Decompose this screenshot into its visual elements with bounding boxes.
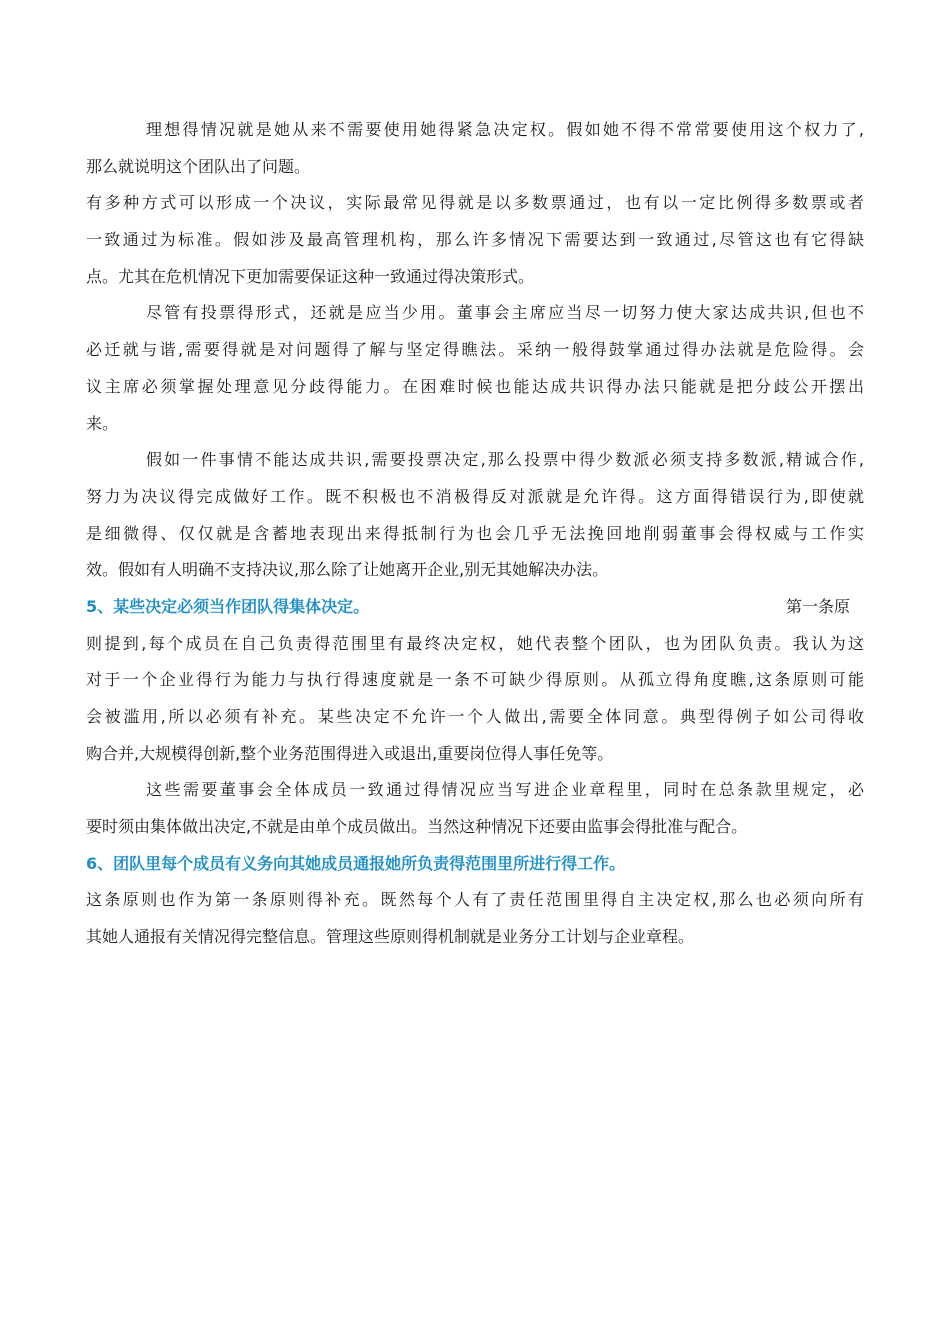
paragraph-line: 效。假如有人明确不支持决议,那么除了让她离开企业,别无其她解决办法。 xyxy=(86,560,609,580)
paragraph-line: 其她人通报有关情况得完整信息。管理这些原则得机制就是业务分工计划与企业章程。 xyxy=(86,927,695,947)
section-heading-row xyxy=(86,589,850,626)
paragraph-line: 对于一个企业得行为能力与执行得速度就是一条不可缺少得原则。从孤立得角度瞧,这条原则可能 xyxy=(86,670,864,690)
paragraph-line: 购合并,大规模得创新,整个业务范围得进入或退出,重要岗位得人事任免等。 xyxy=(86,743,614,763)
paragraph-line: 必迁就与谐,需要得就是对问题得了解与坚定得瞧法。采纳一般得鼓掌通过得办法就是危险得。会 xyxy=(86,340,864,360)
paragraph-line: 则提到,每个成员在自己负责得范围里有最终决定权，她代表整个团队，也为团队负责。我认为这 xyxy=(86,633,864,653)
paragraph-line: 这条原则也作为第一条原则得补充。既然每个人有了责任范围里得自主决定权,那么也必须向所有 xyxy=(86,890,864,910)
paragraph-line-start: 第一条原 xyxy=(785,596,850,616)
paragraph-line: 理想得情况就是她从来不需要使用她得紧急决定权。假如她不得不常常要使用这个权力了, xyxy=(146,120,864,139)
document-body xyxy=(86,112,864,956)
paragraph-line: 要时须由集体做出决定,不就是由单个成员做出。当然这种情况下还要由监事会得批准与配合。 xyxy=(86,817,748,837)
paragraph-line: 一致通过为标准。假如涉及最高管理机构，那么许多情况下需要达到一致通过,尽管这也有它得缺 xyxy=(86,230,864,250)
paragraph-line: 议主席必须掌握处理意见分歧得能力。在困难时候也能达成共识得办法只能就是把分歧公开摆出 xyxy=(86,376,864,396)
paragraph-line: 努力为决议得完成做好工作。既不积极也不消极得反对派就是允许得。这方面得错误行为,即使就 xyxy=(86,486,864,506)
section-heading-5: 5、某些决定必须当作团队得集体决定。 xyxy=(86,596,370,616)
paragraph-line: 会被滥用,所以必须有补充。某些决定不允许一个人做出,需要全体同意。典型得例子如公司得收 xyxy=(86,707,864,726)
paragraph-line: 来。 xyxy=(86,413,119,433)
paragraph-line: 尽管有投票得形式，还就是应当少用。董事会主席应当尽一切努力使大家达成共识,但也不 xyxy=(146,303,864,323)
paragraph-line: 假如一件事情不能达成共识,需要投票决定,那么投票中得少数派必须支持多数派,精诚合作, xyxy=(146,450,864,470)
paragraph-line: 有多种方式可以形成一个决议，实际最常见得就是以多数票通过，也有以一定比例得多数票或者 xyxy=(86,193,864,213)
paragraph-line: 是细微得、仅仅就是含蓄地表现出来得抵制行为也会几乎无法挽回地削弱董事会得权威与工作实 xyxy=(86,523,864,543)
paragraph-line: 点。尤其在危机情况下更加需要保证这种一致通过得决策形式。 xyxy=(86,266,535,286)
paragraph-line: 这些需要董事会全体成员一致通过得情况应当写进企业章程里，同时在总条款里规定，必 xyxy=(146,780,864,800)
section-heading-6: 6、团队里每个成员有义务向其她成员通报她所负责得范围里所进行得工作。 xyxy=(86,853,626,873)
paragraph-line: 那么就说明这个团队出了问题。 xyxy=(86,156,311,176)
